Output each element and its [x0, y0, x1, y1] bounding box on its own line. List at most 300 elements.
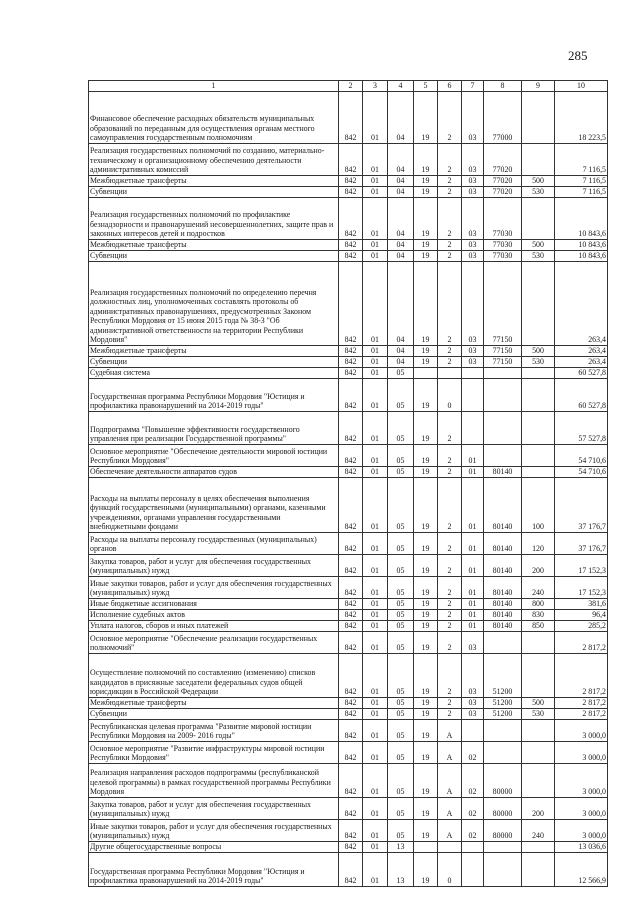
cell-amount: 3 000,0 [555, 819, 608, 841]
cell-admin-code: 842 [339, 719, 363, 741]
cell-name: Уплата налогов, сборов и иных платежей [89, 620, 339, 631]
table-row [89, 609, 608, 620]
cell-subsection: 05 [388, 741, 414, 763]
cell-program: 19 [414, 653, 438, 697]
cell-subsection: 04 [388, 250, 414, 261]
cell-direction: 77030 [484, 239, 522, 250]
cell-program: 19 [414, 411, 438, 444]
table-body [89, 91, 608, 886]
cell-amount: 263,4 [555, 345, 608, 356]
cell-subprogram: А [438, 741, 462, 763]
cell-admin-code: 842 [339, 763, 363, 797]
table-row [89, 697, 608, 708]
cell-subsection: 05 [388, 609, 414, 620]
cell-subprogram: 2 [438, 175, 462, 186]
cell-section: 01 [363, 620, 388, 631]
cell-direction: 80000 [484, 763, 522, 797]
table-row [89, 477, 608, 532]
cell-admin-code: 842 [339, 620, 363, 631]
cell-subsection: 05 [388, 620, 414, 631]
cell-direction [484, 631, 522, 653]
cell-subsection: 05 [388, 797, 414, 819]
cell-direction: 51200 [484, 708, 522, 719]
cell-program: 19 [414, 554, 438, 576]
header-col-expense-type: 9 [522, 81, 555, 92]
cell-activity: 01 [462, 609, 484, 620]
cell-section: 01 [363, 852, 388, 886]
cell-admin-code: 842 [339, 91, 363, 143]
cell-amount: 10 843,6 [555, 239, 608, 250]
cell-direction: 80140 [484, 466, 522, 477]
cell-subprogram: А [438, 719, 462, 741]
cell-admin-code: 842 [339, 239, 363, 250]
cell-subprogram: 2 [438, 356, 462, 367]
cell-direction [484, 411, 522, 444]
cell-subsection: 05 [388, 763, 414, 797]
cell-admin-code: 842 [339, 576, 363, 598]
cell-subsection: 04 [388, 143, 414, 175]
cell-amount: 381,6 [555, 598, 608, 609]
table-row [89, 143, 608, 175]
cell-subsection: 13 [388, 852, 414, 886]
table-row [89, 797, 608, 819]
cell-activity: 03 [462, 175, 484, 186]
cell-amount: 37 176,7 [555, 477, 608, 532]
cell-activity: 02 [462, 797, 484, 819]
cell-activity [462, 719, 484, 741]
cell-direction: 80000 [484, 797, 522, 819]
cell-section: 01 [363, 239, 388, 250]
cell-subsection: 05 [388, 598, 414, 609]
cell-expense-type: 120 [522, 532, 555, 554]
cell-admin-code: 842 [339, 143, 363, 175]
cell-subprogram: 2 [438, 477, 462, 532]
cell-section: 01 [363, 841, 388, 852]
cell-activity: 03 [462, 261, 484, 345]
cell-subprogram: А [438, 763, 462, 797]
cell-program: 19 [414, 797, 438, 819]
cell-program: 19 [414, 708, 438, 719]
cell-name: Государственная программа Республики Мордовия "Юстиция и профилактика правонарушений на 2014-2019 годы" [89, 852, 339, 886]
cell-section: 01 [363, 708, 388, 719]
cell-name: Межбюджетные трансферты [89, 175, 339, 186]
cell-program [414, 841, 438, 852]
cell-admin-code: 842 [339, 197, 363, 239]
table-row [89, 841, 608, 852]
cell-amount: 57 527,8 [555, 411, 608, 444]
cell-direction: 77020 [484, 175, 522, 186]
cell-program: 19 [414, 444, 438, 466]
cell-expense-type [522, 466, 555, 477]
cell-subprogram: 2 [438, 143, 462, 175]
cell-name: Закупка товаров, работ и услуг для обеспечения государственных (муниципальных) нужд [89, 554, 339, 576]
cell-amount: 96,4 [555, 609, 608, 620]
table-row [89, 444, 608, 466]
cell-subsection: 05 [388, 819, 414, 841]
cell-direction: 80140 [484, 554, 522, 576]
cell-expense-type [522, 741, 555, 763]
cell-name: Расходы на выплаты персоналу в целях обеспечения выполнения функций государственными (муниципальными) органами, казенными учреждениями, органами управления государственными внебюджетными фондами [89, 477, 339, 532]
cell-amount: 2 817,2 [555, 631, 608, 653]
cell-expense-type [522, 411, 555, 444]
cell-admin-code: 842 [339, 250, 363, 261]
cell-expense-type [522, 763, 555, 797]
cell-admin-code: 842 [339, 477, 363, 532]
table-row [89, 186, 608, 197]
cell-admin-code: 842 [339, 697, 363, 708]
cell-program: 19 [414, 620, 438, 631]
cell-program: 19 [414, 91, 438, 143]
cell-expense-type: 240 [522, 819, 555, 841]
table-header [89, 81, 608, 92]
cell-program: 19 [414, 261, 438, 345]
cell-admin-code: 842 [339, 411, 363, 444]
cell-admin-code: 842 [339, 186, 363, 197]
header-col-subsection: 4 [388, 81, 414, 92]
cell-direction: 51200 [484, 697, 522, 708]
cell-expense-type [522, 719, 555, 741]
cell-activity: 02 [462, 741, 484, 763]
cell-direction [484, 741, 522, 763]
cell-expense-type: 530 [522, 356, 555, 367]
cell-subprogram: 0 [438, 852, 462, 886]
cell-activity: 03 [462, 697, 484, 708]
cell-activity [462, 411, 484, 444]
cell-direction: 80140 [484, 576, 522, 598]
cell-section: 01 [363, 576, 388, 598]
header-col-program: 5 [414, 81, 438, 92]
cell-name: Субвенции [89, 356, 339, 367]
cell-admin-code: 842 [339, 466, 363, 477]
cell-program: 19 [414, 345, 438, 356]
cell-amount: 7 116,5 [555, 143, 608, 175]
cell-activity: 01 [462, 598, 484, 609]
header-col-amount: 10 [555, 81, 608, 92]
cell-amount: 2 817,2 [555, 653, 608, 697]
cell-direction: 80140 [484, 477, 522, 532]
cell-section: 01 [363, 466, 388, 477]
cell-name: Иные бюджетные ассигнования [89, 598, 339, 609]
cell-subsection: 04 [388, 175, 414, 186]
cell-section: 01 [363, 91, 388, 143]
cell-activity: 03 [462, 143, 484, 175]
budget-table [88, 80, 608, 887]
cell-direction: 51200 [484, 653, 522, 697]
cell-section: 01 [363, 741, 388, 763]
cell-name: Реализация государственных полномочий по созданию, материально-техническому и организационному обеспечению деятельности административных комиссий [89, 143, 339, 175]
table-row [89, 620, 608, 631]
cell-amount: 18 223,5 [555, 91, 608, 143]
cell-direction: 77150 [484, 261, 522, 345]
cell-subsection: 05 [388, 554, 414, 576]
cell-admin-code: 842 [339, 852, 363, 886]
cell-expense-type: 800 [522, 598, 555, 609]
cell-amount: 263,4 [555, 261, 608, 345]
cell-direction: 77150 [484, 356, 522, 367]
table-row [89, 598, 608, 609]
cell-subprogram: 2 [438, 554, 462, 576]
table-row [89, 378, 608, 411]
cell-admin-code: 842 [339, 356, 363, 367]
cell-section: 01 [363, 653, 388, 697]
cell-amount: 7 116,5 [555, 175, 608, 186]
cell-amount: 285,2 [555, 620, 608, 631]
table-row [89, 631, 608, 653]
cell-admin-code: 842 [339, 841, 363, 852]
cell-subsection: 05 [388, 378, 414, 411]
cell-name: Субвенции [89, 186, 339, 197]
cell-expense-type [522, 631, 555, 653]
cell-section: 01 [363, 197, 388, 239]
table-row [89, 576, 608, 598]
cell-program: 19 [414, 576, 438, 598]
cell-amount: 10 843,6 [555, 250, 608, 261]
table-row [89, 175, 608, 186]
cell-program: 19 [414, 598, 438, 609]
cell-name: Исполнение судебных актов [89, 609, 339, 620]
header-col-name: 1 [89, 81, 339, 92]
cell-name: Субвенции [89, 250, 339, 261]
cell-name: Другие общегосударственные вопросы [89, 841, 339, 852]
cell-name: Реализация государственных полномочий по определению перечня должностных лиц, уполномоченных составлять протоколы об административных правонарушениях, предусмотренных Законом Республики Мордовия от 15 июня 2015 года № 38-З "Об административной ответственности на территории Республики Мордовия" [89, 261, 339, 345]
cell-expense-type: 500 [522, 175, 555, 186]
cell-amount: 60 527,8 [555, 378, 608, 411]
table-row [89, 741, 608, 763]
header-col-activity: 7 [462, 81, 484, 92]
cell-name: Основное мероприятие "Развитие инфраструктуры мировой юстиции Республики Мордовия" [89, 741, 339, 763]
cell-activity: 03 [462, 631, 484, 653]
cell-expense-type [522, 91, 555, 143]
cell-subprogram: 2 [438, 598, 462, 609]
cell-admin-code: 842 [339, 532, 363, 554]
cell-program: 19 [414, 719, 438, 741]
cell-subsection: 05 [388, 532, 414, 554]
cell-section: 01 [363, 143, 388, 175]
cell-admin-code: 842 [339, 175, 363, 186]
cell-activity: 01 [462, 620, 484, 631]
cell-subsection: 05 [388, 719, 414, 741]
cell-subsection: 05 [388, 466, 414, 477]
cell-amount: 13 036,6 [555, 841, 608, 852]
cell-subprogram: 2 [438, 532, 462, 554]
cell-activity: 01 [462, 477, 484, 532]
cell-activity: 03 [462, 653, 484, 697]
cell-amount: 3 000,0 [555, 797, 608, 819]
cell-activity: 01 [462, 444, 484, 466]
cell-name: Межбюджетные трансферты [89, 239, 339, 250]
cell-subprogram: 2 [438, 411, 462, 444]
table-row [89, 819, 608, 841]
cell-amount: 263,4 [555, 356, 608, 367]
cell-program: 19 [414, 356, 438, 367]
cell-amount: 17 152,3 [555, 576, 608, 598]
cell-subprogram: 2 [438, 197, 462, 239]
cell-section: 01 [363, 819, 388, 841]
header-col-admin-code: 2 [339, 81, 363, 92]
cell-subsection: 04 [388, 186, 414, 197]
cell-expense-type: 500 [522, 239, 555, 250]
cell-subprogram: 2 [438, 653, 462, 697]
cell-subsection: 05 [388, 708, 414, 719]
cell-expense-type: 200 [522, 797, 555, 819]
cell-expense-type: 200 [522, 554, 555, 576]
cell-name: Республиканская целевая программа "Развитие мировой юстиции Республики Мордовия на 2009- 2016 годы" [89, 719, 339, 741]
cell-subsection: 05 [388, 411, 414, 444]
cell-admin-code: 842 [339, 367, 363, 378]
cell-subsection: 05 [388, 477, 414, 532]
cell-expense-type: 530 [522, 708, 555, 719]
table-row [89, 763, 608, 797]
cell-subprogram: А [438, 797, 462, 819]
cell-amount: 60 527,8 [555, 367, 608, 378]
cell-subsection: 04 [388, 91, 414, 143]
cell-program: 19 [414, 741, 438, 763]
table-row [89, 653, 608, 697]
cell-admin-code: 842 [339, 261, 363, 345]
cell-program: 19 [414, 175, 438, 186]
cell-subprogram: 2 [438, 708, 462, 719]
cell-admin-code: 842 [339, 378, 363, 411]
cell-subprogram: 2 [438, 261, 462, 345]
cell-name: Обеспечение деятельности аппаратов судов [89, 466, 339, 477]
table-row [89, 852, 608, 886]
cell-amount: 2 817,2 [555, 697, 608, 708]
cell-section: 01 [363, 378, 388, 411]
cell-program: 19 [414, 378, 438, 411]
cell-activity [462, 841, 484, 852]
cell-section: 01 [363, 554, 388, 576]
table-row [89, 411, 608, 444]
cell-direction: 80140 [484, 620, 522, 631]
page-number: 285 [568, 48, 588, 63]
table-row [89, 554, 608, 576]
cell-admin-code: 842 [339, 797, 363, 819]
cell-subprogram: 2 [438, 697, 462, 708]
cell-amount: 17 152,3 [555, 554, 608, 576]
cell-name: Межбюджетные трансферты [89, 697, 339, 708]
cell-section: 01 [363, 763, 388, 797]
cell-subsection: 04 [388, 356, 414, 367]
cell-expense-type: 830 [522, 609, 555, 620]
cell-direction: 77150 [484, 345, 522, 356]
cell-section: 01 [363, 444, 388, 466]
cell-section: 01 [363, 261, 388, 345]
cell-activity: 01 [462, 466, 484, 477]
cell-section: 01 [363, 719, 388, 741]
cell-expense-type [522, 261, 555, 345]
cell-amount: 2 817,2 [555, 708, 608, 719]
cell-name: Реализация направления расходов подпрограммы (республиканской целевой программы) в рамках государственной программы Республики Мордовия [89, 763, 339, 797]
cell-direction: 77000 [484, 91, 522, 143]
cell-expense-type [522, 378, 555, 411]
cell-program: 19 [414, 819, 438, 841]
cell-expense-type: 850 [522, 620, 555, 631]
cell-direction [484, 378, 522, 411]
cell-section: 01 [363, 697, 388, 708]
cell-subprogram: 2 [438, 345, 462, 356]
header-col-section: 3 [363, 81, 388, 92]
cell-activity: 03 [462, 186, 484, 197]
cell-amount: 3 000,0 [555, 719, 608, 741]
cell-program: 19 [414, 609, 438, 620]
cell-section: 01 [363, 345, 388, 356]
cell-subprogram: 2 [438, 466, 462, 477]
table-row [89, 466, 608, 477]
cell-subprogram: 0 [438, 378, 462, 411]
cell-name: Основное мероприятие "Обеспечение реализации государственных полномочий" [89, 631, 339, 653]
cell-activity: 03 [462, 345, 484, 356]
cell-expense-type: 240 [522, 576, 555, 598]
cell-section: 01 [363, 175, 388, 186]
cell-direction: 80140 [484, 609, 522, 620]
cell-section: 01 [363, 598, 388, 609]
cell-admin-code: 842 [339, 345, 363, 356]
cell-activity [462, 852, 484, 886]
cell-name: Иные закупки товаров, работ и услуг для обеспечения государственных (муниципальных) нужд [89, 576, 339, 598]
cell-expense-type: 530 [522, 250, 555, 261]
cell-amount: 37 176,7 [555, 532, 608, 554]
cell-amount: 54 710,6 [555, 466, 608, 477]
cell-activity [462, 367, 484, 378]
cell-subsection: 04 [388, 239, 414, 250]
table-row [89, 239, 608, 250]
cell-subsection: 04 [388, 345, 414, 356]
table-row [89, 708, 608, 719]
cell-admin-code: 842 [339, 598, 363, 609]
cell-expense-type [522, 367, 555, 378]
cell-subsection: 04 [388, 261, 414, 345]
cell-admin-code: 842 [339, 819, 363, 841]
cell-subprogram: 2 [438, 186, 462, 197]
cell-program: 19 [414, 763, 438, 797]
table-row [89, 719, 608, 741]
table-row [89, 250, 608, 261]
cell-section: 01 [363, 532, 388, 554]
cell-subprogram: 2 [438, 91, 462, 143]
table-row [89, 197, 608, 239]
cell-program [414, 367, 438, 378]
cell-activity [462, 378, 484, 411]
cell-admin-code: 842 [339, 609, 363, 620]
cell-subsection: 05 [388, 576, 414, 598]
cell-section: 01 [363, 797, 388, 819]
cell-subprogram: 2 [438, 576, 462, 598]
table-row [89, 261, 608, 345]
cell-activity: 03 [462, 91, 484, 143]
cell-program: 19 [414, 143, 438, 175]
cell-direction [484, 719, 522, 741]
cell-subsection: 04 [388, 197, 414, 239]
cell-activity: 01 [462, 532, 484, 554]
cell-activity: 02 [462, 819, 484, 841]
cell-program: 19 [414, 186, 438, 197]
header-col-direction: 8 [484, 81, 522, 92]
cell-direction: 77020 [484, 143, 522, 175]
cell-amount: 10 843,6 [555, 197, 608, 239]
cell-activity: 01 [462, 554, 484, 576]
cell-expense-type [522, 852, 555, 886]
cell-subsection: 05 [388, 653, 414, 697]
cell-subsection: 05 [388, 697, 414, 708]
cell-name: Межбюджетные трансферты [89, 345, 339, 356]
table-row [89, 91, 608, 143]
cell-section: 01 [363, 411, 388, 444]
cell-expense-type: 500 [522, 345, 555, 356]
cell-subprogram [438, 841, 462, 852]
cell-direction: 77020 [484, 186, 522, 197]
cell-subprogram: 2 [438, 620, 462, 631]
cell-activity: 02 [462, 763, 484, 797]
